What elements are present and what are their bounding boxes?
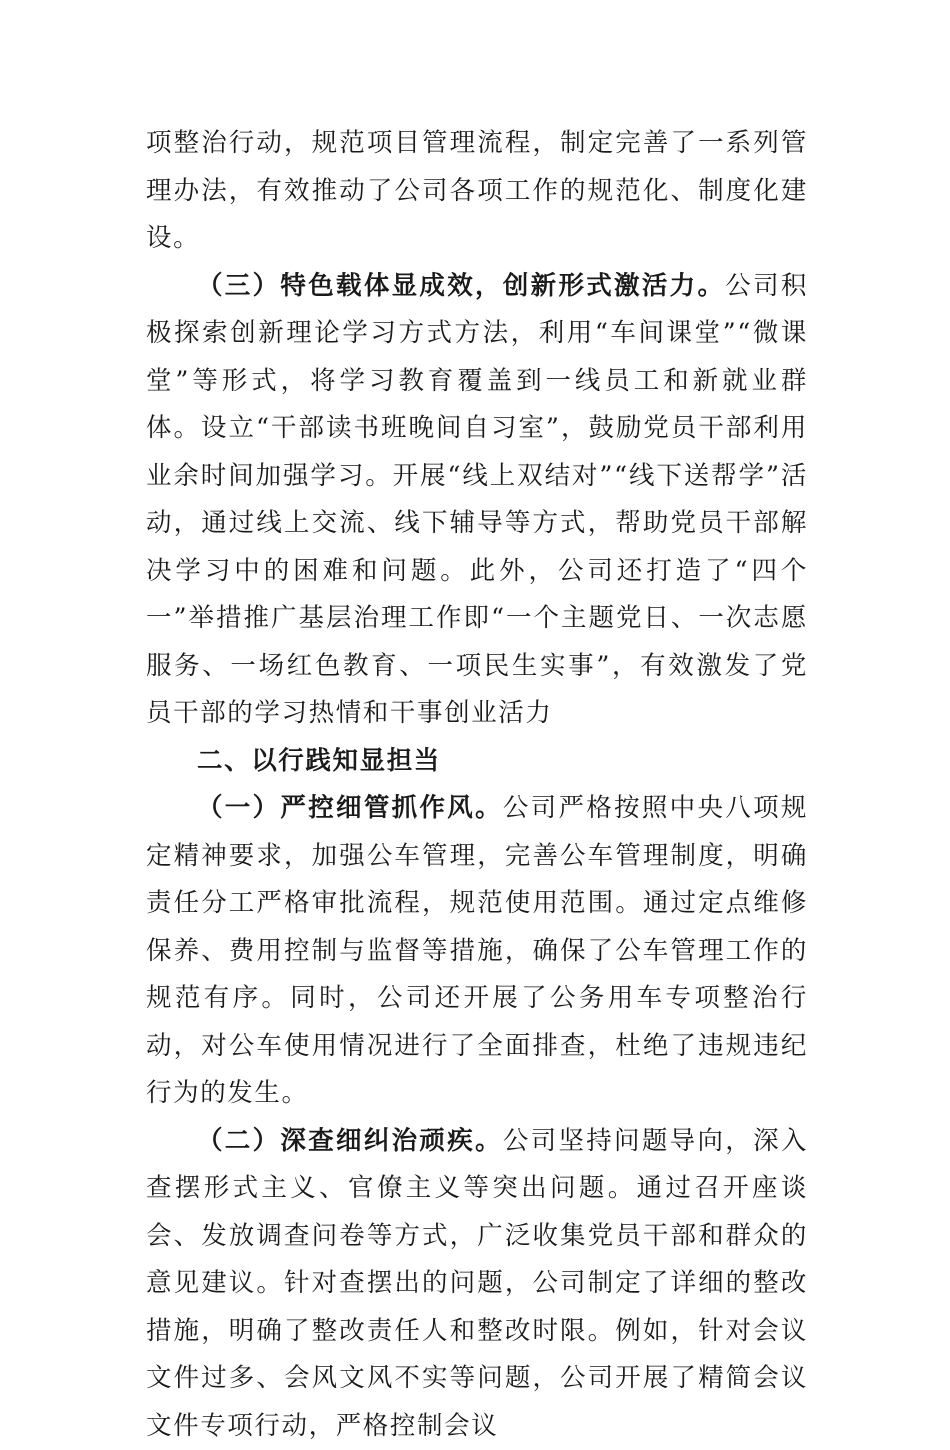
paragraph-text: 公司坚持问题导向，深入查摆形式主义、官僚主义等突出问题。通过召开座谈会、发放调查问卷等方式，广泛收集党员干部和群众的意见建议。针对查摆出的问题，公司制定了详细的整改措施，明确了整改责任人和整改时限。例如，针对会议文件过多、会风文风不实等问题，公司开展了精简会议文件专项行动，严格控制会议 xyxy=(146,1126,808,1441)
paragraph-lead: （一）严控细管抓作风。 xyxy=(197,793,503,823)
paragraph-featured-carriers xyxy=(146,263,808,738)
paragraph-text: 公司严格按照中央八项规定精神要求，加强公车管理，完善公车管理制度，明确责任分工严格审批流程，规范使用范围。通过定点维修保养、费用控制与监督等措施，确保了公车管理工作的规范有序。同时，公司还开展了公务用车专项整治行动，对公车使用情况进行了全面排查，杜绝了违规违纪行为的发生。 xyxy=(146,793,808,1108)
paragraph-lead: （三）特色载体显成效，创新形式激活力。 xyxy=(197,271,725,301)
document-body xyxy=(146,120,808,1450)
paragraph-text: 项整治行动，规范项目管理流程，制定完善了一系列管理办法，有效推动了公司各项工作的规范化、制度化建设。 xyxy=(146,128,808,253)
paragraph-text: 公司积极探索创新理论学习方式方法，利用“车间课堂”“微课堂”等形式，将学习教育覆盖到一线员工和新就业群体。设立“干部读书班晚间自习室”，鼓励党员干部利用业余时间加强学习。开展“线上双结对”“线下送帮学”活动，通过线上交流、线下辅导等方式，帮助党员干部解决学习中的困难和问题。此外，公司还打造了“四个一”举措推广基层治理工作即“一个主题党日、一次志愿服务、一场红色教育、一项民生实事”，有效激发了党员干部的学习热情和干事创业活力 xyxy=(146,271,808,729)
paragraph-continuation xyxy=(146,120,808,263)
section-heading: 二、以行践知显担当 xyxy=(146,738,808,786)
paragraph-style-control xyxy=(146,785,808,1118)
paragraph-problem-rectification xyxy=(146,1118,808,1450)
paragraph-lead: （二）深查细纠治顽疾。 xyxy=(197,1126,503,1156)
